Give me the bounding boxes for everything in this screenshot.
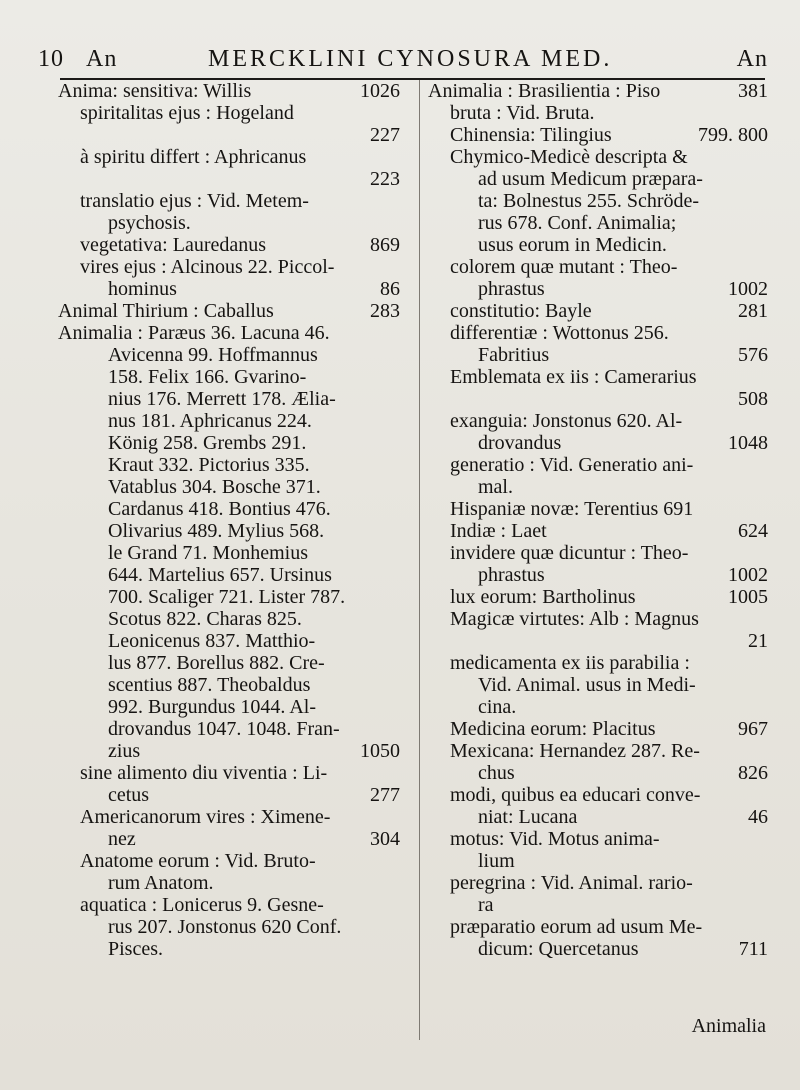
- index-line: [58, 520, 400, 542]
- page-number: 10: [38, 46, 64, 72]
- right-column: [428, 80, 768, 960]
- index-line: [58, 146, 400, 168]
- index-line-text: cina.: [478, 696, 517, 718]
- index-line: [428, 366, 768, 388]
- index-line-text: 644. Martelius 657. Ursinus: [108, 564, 332, 586]
- index-line-text: translatio ejus : Vid. Metem-: [80, 190, 309, 212]
- index-line: [428, 146, 768, 168]
- index-line-text: lus 877. Borellus 882. Cre-: [108, 652, 325, 674]
- index-line: [58, 762, 400, 784]
- index-line-text: nez: [108, 828, 136, 850]
- catchword: Animalia: [691, 1015, 766, 1037]
- index-line: [428, 586, 768, 608]
- index-line: [58, 872, 400, 894]
- index-line: [58, 410, 400, 432]
- index-line: [58, 80, 400, 102]
- index-line-page-ref: 869: [370, 234, 400, 256]
- index-line: [428, 80, 768, 102]
- index-line-text: peregrina : Vid. Animal. rario-: [450, 872, 693, 894]
- running-header: [38, 46, 768, 78]
- index-line-text: Vatablus 304. Bosche 371.: [108, 476, 321, 498]
- index-line-text: Magicæ virtutes: Alb : Magnus: [450, 608, 699, 630]
- index-line: [428, 938, 768, 960]
- index-line: [428, 344, 768, 366]
- index-line-text: nus 181. Aphricanus 224.: [108, 410, 312, 432]
- index-line-text: Emblemata ex iis : Camerarius: [450, 366, 697, 388]
- index-line-text: phrastus: [478, 564, 545, 586]
- index-line: [58, 432, 400, 454]
- index-line-text: aquatica : Lonicerus 9. Gesne-: [80, 894, 324, 916]
- index-line: [58, 916, 400, 938]
- index-line: [428, 828, 768, 850]
- index-line: [58, 124, 400, 146]
- index-line: [58, 234, 400, 256]
- index-line-page-ref: 799. 800: [698, 124, 768, 146]
- index-line-text: mal.: [478, 476, 513, 498]
- index-line: [58, 300, 400, 322]
- section-letters-right: An: [736, 46, 768, 72]
- index-line: [58, 102, 400, 124]
- index-line-text: exanguia: Jonstonus 620. Al-: [450, 410, 683, 432]
- index-line-text: medicamenta ex iis parabilia :: [450, 652, 690, 674]
- index-line: [428, 806, 768, 828]
- index-line: [428, 740, 768, 762]
- index-line: [58, 564, 400, 586]
- index-line-text: Cardanus 418. Bontius 476.: [108, 498, 331, 520]
- index-line-text: Americanorum vires : Ximene-: [80, 806, 331, 828]
- index-line-text: nius 176. Merrett 178. Ælia-: [108, 388, 336, 410]
- index-line-text: Indiæ : Laet: [450, 520, 547, 542]
- index-line: [428, 498, 768, 520]
- index-line: [428, 256, 768, 278]
- index-line-text: scentius 887. Theobaldus: [108, 674, 311, 696]
- index-line-page-ref: 1005: [728, 586, 768, 608]
- index-line-text: rus 678. Conf. Animalia;: [478, 212, 677, 234]
- index-line: [58, 256, 400, 278]
- index-line-page-ref: 1002: [728, 564, 768, 586]
- index-line: [58, 652, 400, 674]
- index-line: [58, 212, 400, 234]
- index-line-text: 700. Scaliger 721. Lister 787.: [108, 586, 346, 608]
- index-line: [428, 674, 768, 696]
- index-line: [428, 784, 768, 806]
- index-line: [58, 608, 400, 630]
- index-line: [58, 322, 400, 344]
- index-line: [428, 322, 768, 344]
- index-line-page-ref: 624: [738, 520, 768, 542]
- index-line: [58, 784, 400, 806]
- index-line-text: Pisces.: [108, 938, 163, 960]
- index-line: [58, 850, 400, 872]
- index-line-page-ref: 1050: [360, 740, 400, 762]
- index-line-text: Mexicana: Hernandez 287. Re-: [450, 740, 700, 762]
- index-line-page-ref: 711: [738, 938, 768, 960]
- index-line: [428, 410, 768, 432]
- index-line: [58, 476, 400, 498]
- index-line-page-ref: 967: [738, 718, 768, 740]
- index-line-text: chus: [478, 762, 515, 784]
- index-line: [58, 278, 400, 300]
- index-line-text: zius: [108, 740, 141, 762]
- index-line-text: rum Anatom.: [108, 872, 214, 894]
- index-line-text: Animalia : Brasilientia : Piso: [428, 80, 661, 102]
- index-line: [428, 916, 768, 938]
- index-line: [58, 542, 400, 564]
- index-line-text: ad usum Medicum præpara-: [478, 168, 703, 190]
- index-line: [58, 894, 400, 916]
- index-line-page-ref: 1002: [728, 278, 768, 300]
- index-line: [58, 344, 400, 366]
- index-line-text: le Grand 71. Monhemius: [108, 542, 308, 564]
- index-line-text: rus 207. Jonstonus 620 Conf.: [108, 916, 342, 938]
- index-line-text: bruta : Vid. Bruta.: [450, 102, 595, 124]
- index-line: [428, 520, 768, 542]
- index-line-text: lux eorum: Bartholinus: [450, 586, 636, 608]
- index-line-text: Kraut 332. Pictorius 335.: [108, 454, 310, 476]
- index-line: [428, 212, 768, 234]
- index-line: [428, 652, 768, 674]
- index-line-page-ref: 381: [738, 80, 768, 102]
- index-line-page-ref: 576: [738, 344, 768, 366]
- index-line-text: ta: Bolnestus 255. Schröde-: [478, 190, 700, 212]
- index-line: [428, 872, 768, 894]
- index-line-text: Medicina eorum: Placitus: [450, 718, 656, 740]
- index-line: [428, 454, 768, 476]
- index-line: [428, 278, 768, 300]
- index-line: [58, 674, 400, 696]
- index-line-text: phrastus: [478, 278, 545, 300]
- index-line: [58, 630, 400, 652]
- index-line-text: modi, quibus ea educari conve-: [450, 784, 701, 806]
- index-line: [58, 454, 400, 476]
- index-line-text: König 258. Grembs 291.: [108, 432, 307, 454]
- index-line: [428, 234, 768, 256]
- index-line-text: Animal Thirium : Caballus: [58, 300, 274, 322]
- index-line-text: Animalia : Paræus 36. Lacuna 46.: [58, 322, 330, 344]
- index-line: [428, 388, 768, 410]
- index-line-text: differentiæ : Wottonus 256.: [450, 322, 669, 344]
- section-letters-left: An: [86, 46, 118, 72]
- index-line-text: motus: Vid. Motus anima-: [450, 828, 660, 850]
- index-line-page-ref: 227: [370, 124, 400, 146]
- index-line: [58, 388, 400, 410]
- index-line: [58, 498, 400, 520]
- index-line-page-ref: 86: [380, 278, 400, 300]
- index-line-page-ref: 826: [738, 762, 768, 784]
- index-line-text: colorem quæ mutant : Theo-: [450, 256, 678, 278]
- column-divider: [419, 80, 420, 1040]
- index-line: [428, 630, 768, 652]
- index-line-text: drovandus: [478, 432, 562, 454]
- index-line: [58, 366, 400, 388]
- index-line-text: sine alimento diu viventia : Li-: [80, 762, 328, 784]
- index-line-text: à spiritu differt : Aphricanus: [80, 146, 307, 168]
- index-line: [58, 828, 400, 850]
- index-line: [428, 124, 768, 146]
- left-column: [58, 80, 400, 960]
- index-line: [428, 850, 768, 872]
- index-line: [428, 564, 768, 586]
- index-line: [428, 608, 768, 630]
- index-line-text: drovandus 1047. 1048. Fran-: [108, 718, 340, 740]
- index-line-text: vires ejus : Alcinous 22. Piccol-: [80, 256, 335, 278]
- index-line-page-ref: 304: [370, 828, 400, 850]
- index-line: [58, 696, 400, 718]
- index-line-text: invidere quæ dicuntur : Theo-: [450, 542, 689, 564]
- index-line: [428, 476, 768, 498]
- index-line-page-ref: 283: [370, 300, 400, 322]
- index-line-text: præparatio eorum ad usum Me-: [450, 916, 703, 938]
- index-line-text: 158. Felix 166. Gvarino-: [108, 366, 307, 388]
- index-line-text: Anima: sensitiva: Willis: [58, 80, 252, 102]
- index-line-text: dicum: Quercetanus: [478, 938, 639, 960]
- index-line: [58, 190, 400, 212]
- index-line: [428, 102, 768, 124]
- index-line-text: Hispaniæ novæ: Terentius 691: [450, 498, 694, 520]
- index-line: [58, 718, 400, 740]
- index-line-page-ref: 281: [738, 300, 768, 322]
- index-line: [428, 762, 768, 784]
- index-line-page-ref: 277: [370, 784, 400, 806]
- index-line: [428, 894, 768, 916]
- index-line: [58, 168, 400, 190]
- index-line: [428, 432, 768, 454]
- index-line-text: Fabritius: [478, 344, 550, 366]
- index-line-page-ref: 1048: [728, 432, 768, 454]
- index-line-text: constitutio: Bayle: [450, 300, 592, 322]
- index-line: [58, 938, 400, 960]
- index-line: [58, 806, 400, 828]
- index-line-text: cetus: [108, 784, 150, 806]
- index-line: [428, 696, 768, 718]
- running-title: MERCKLINI CYNOSURA MED.: [208, 46, 613, 72]
- index-line-text: Chymico-Medicè descripta &: [450, 146, 688, 168]
- index-line-page-ref: 21: [748, 630, 768, 652]
- index-line-text: Chinensia: Tilingius: [450, 124, 612, 146]
- index-line-text: vegetativa: Lauredanus: [80, 234, 267, 256]
- index-line-text: Vid. Animal. usus in Medi-: [478, 674, 696, 696]
- index-line-text: 992. Burgundus 1044. Al-: [108, 696, 316, 718]
- index-line-text: Anatome eorum : Vid. Bruto-: [80, 850, 316, 872]
- index-line-page-ref: 223: [370, 168, 400, 190]
- index-line: [58, 740, 400, 762]
- index-line-text: niat: Lucana: [478, 806, 578, 828]
- index-line-text: Scotus 822. Charas 825.: [108, 608, 302, 630]
- index-line-page-ref: 46: [748, 806, 768, 828]
- index-line-text: spiritalitas ejus : Hogeland: [80, 102, 294, 124]
- index-line-page-ref: 1026: [360, 80, 400, 102]
- index-line-text: generatio : Vid. Generatio ani-: [450, 454, 694, 476]
- index-line: [428, 190, 768, 212]
- index-line-text: usus eorum in Medicin.: [478, 234, 667, 256]
- index-line: [428, 542, 768, 564]
- index-line-text: Olivarius 489. Mylius 568.: [108, 520, 325, 542]
- index-line-text: psychosis.: [108, 212, 191, 234]
- index-line-text: Leonicenus 837. Matthio-: [108, 630, 316, 652]
- index-line: [428, 168, 768, 190]
- index-line-text: hominus: [108, 278, 177, 300]
- index-line-page-ref: 508: [738, 388, 768, 410]
- index-line-text: Avicenna 99. Hoffmannus: [108, 344, 318, 366]
- index-line-text: lium: [478, 850, 515, 872]
- index-line: [58, 586, 400, 608]
- index-line: [428, 300, 768, 322]
- index-line: [428, 718, 768, 740]
- index-line-text: ra: [478, 894, 494, 916]
